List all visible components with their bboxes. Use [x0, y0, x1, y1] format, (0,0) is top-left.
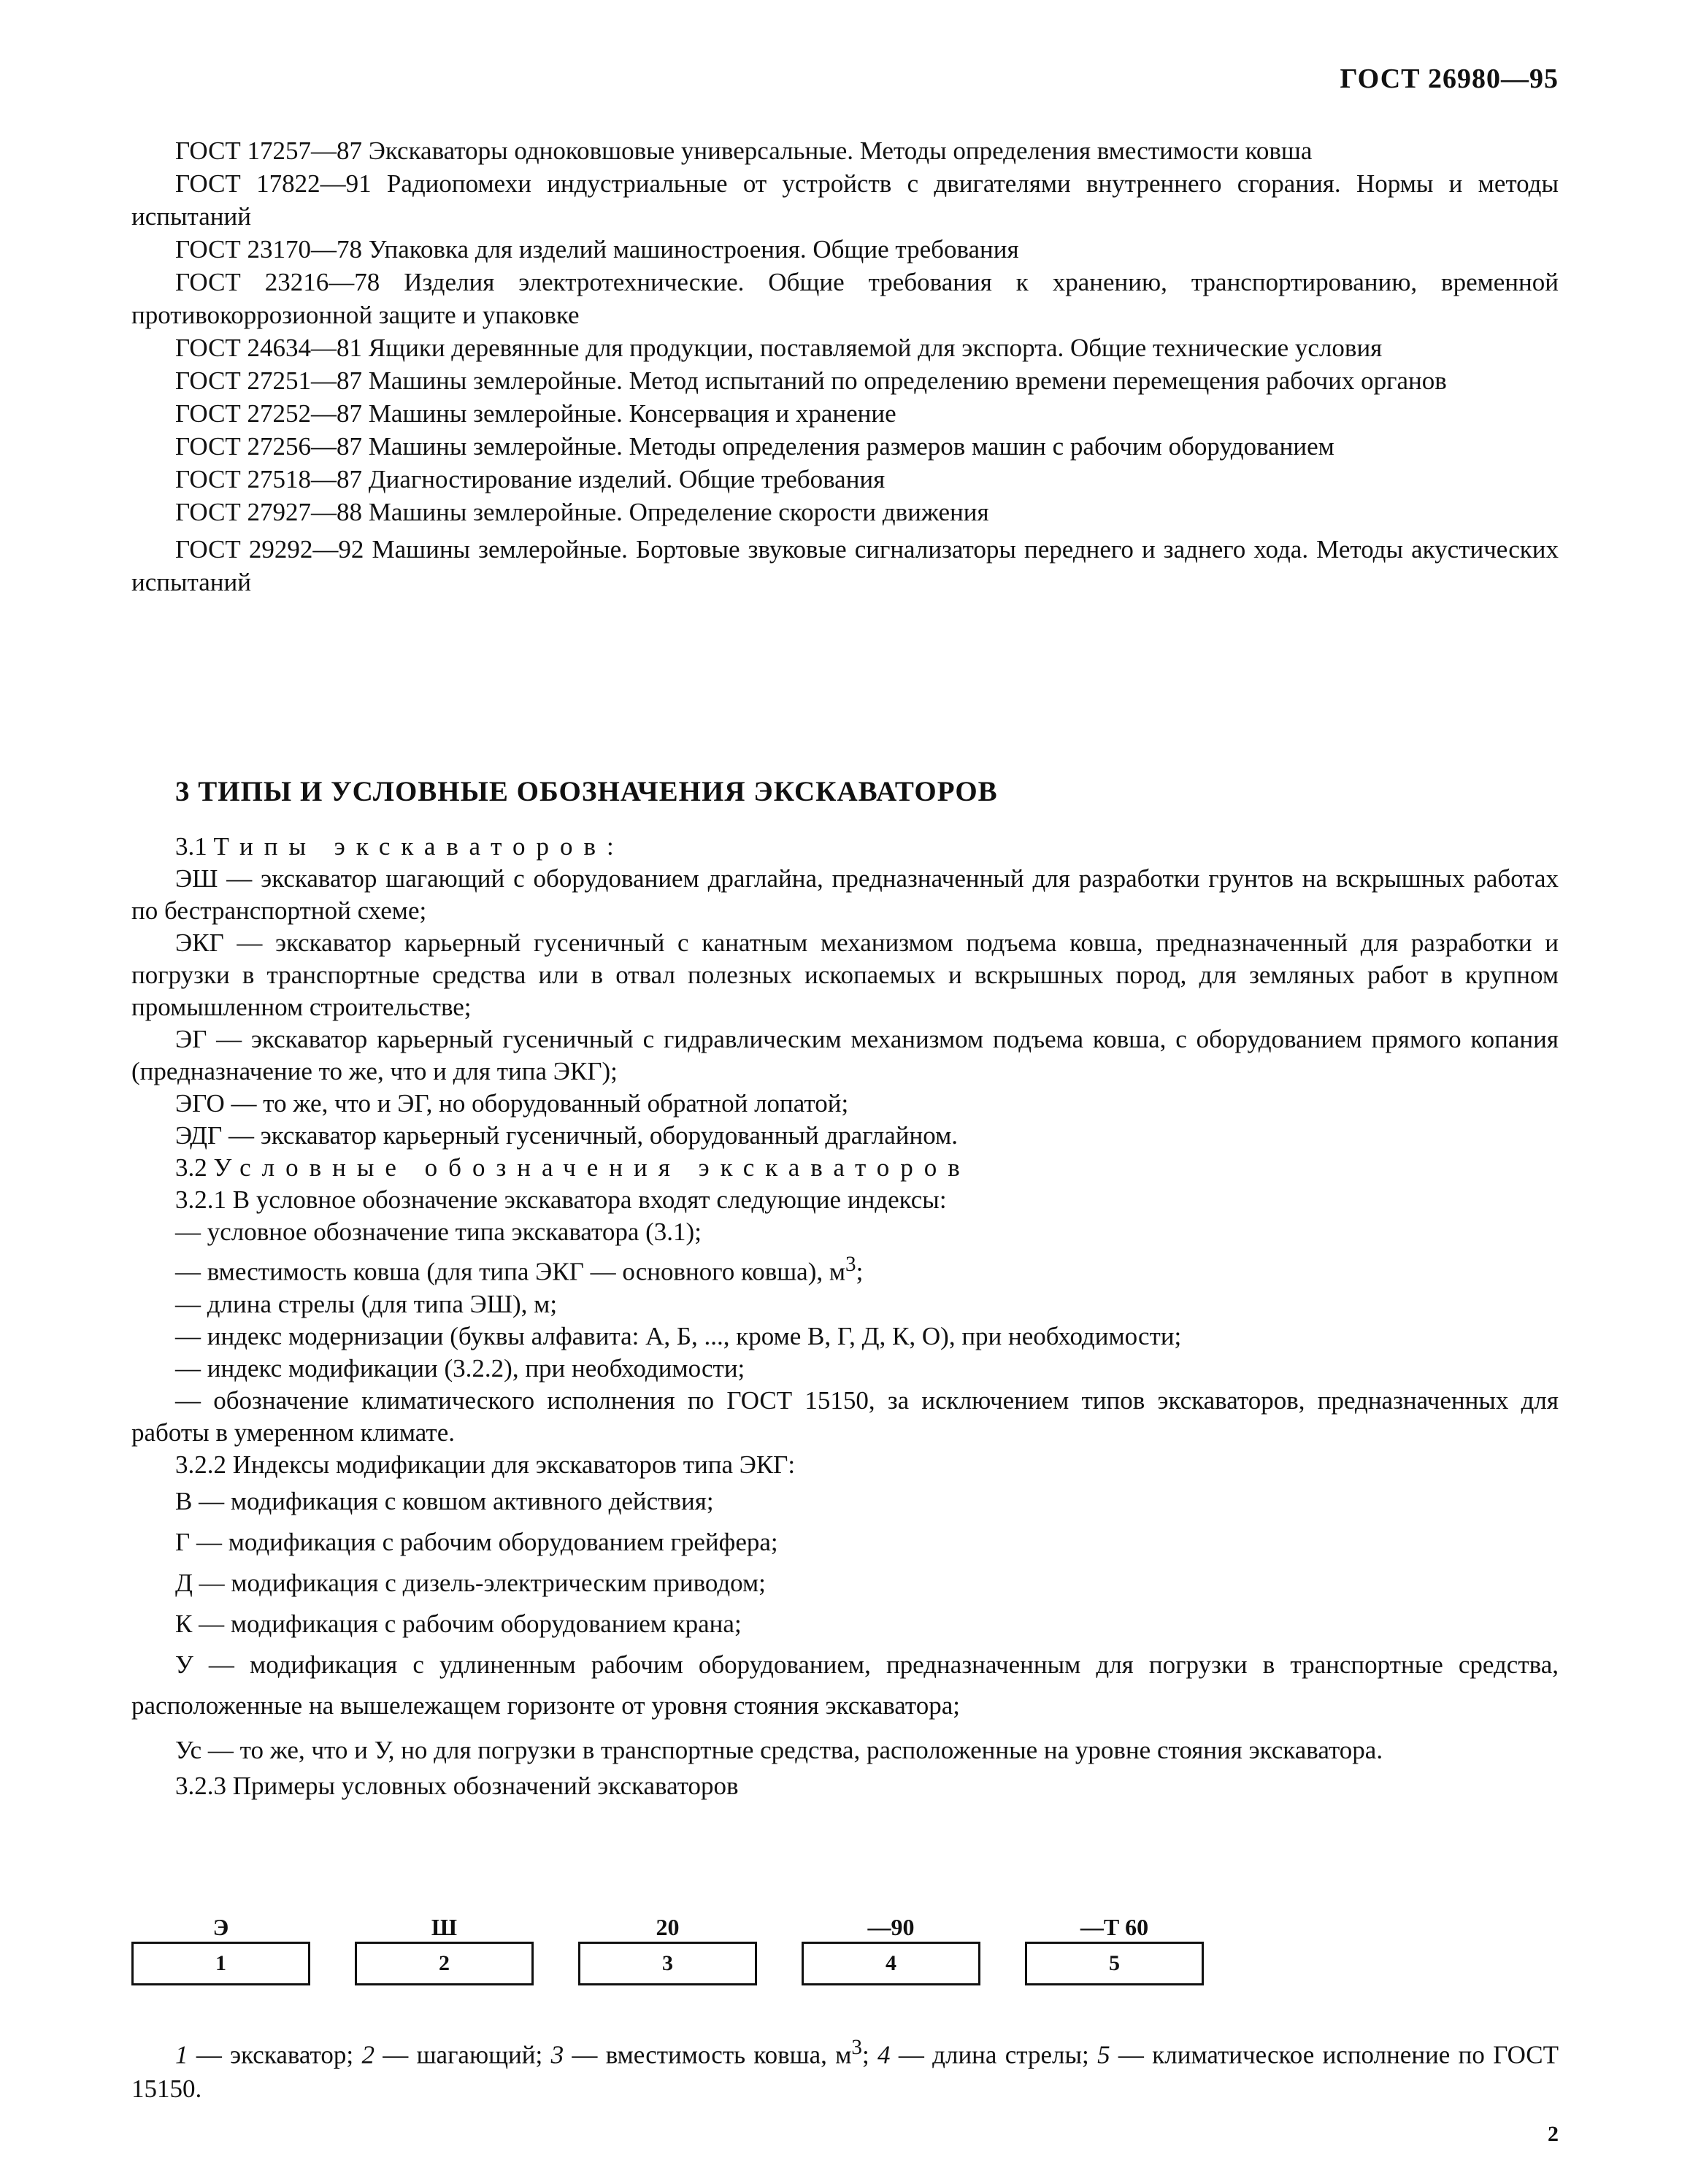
diagram-cell — [355, 1914, 534, 1985]
reference-item: ГОСТ 27251—87 Машины землеройные. Метод испытаний по определению времени перемещения рабочих органов — [175, 366, 1447, 395]
index-item: — индекс модернизации (буквы алфавита: А, Б, ..., кроме В, Г, Д, К, О), при необходимости; — [175, 1321, 1182, 1350]
diagram-box: 5 — [1025, 1942, 1204, 1985]
subsection-heading-types: 3.1 Типы экскаваторов: — [175, 832, 625, 861]
document-code: ГОСТ 26980—95 — [1340, 64, 1559, 94]
diagram-legend — [131, 2031, 1559, 2106]
reference-item: ГОСТ 27927—88 Машины землеройные. Определение скорости движения — [175, 498, 989, 526]
index-item: — условное обозначение типа экскаватора (3.1); — [175, 1218, 702, 1246]
reference-item: ГОСТ 27256—87 Машины землеройные. Методы определения размеров машин с рабочим оборудованием — [175, 432, 1334, 461]
diagram-cell — [131, 1914, 310, 1985]
type-item: ЭДГ — экскаватор карьерный гусеничный, оборудованный драглайном. — [175, 1121, 958, 1150]
diagram-box: 4 — [802, 1942, 980, 1985]
designation-example-diagram — [131, 1914, 1226, 1987]
type-item: ЭГО — то же, что и ЭГ, но оборудованный обратной лопатой; — [175, 1089, 849, 1118]
diagram-symbol: Э — [212, 1914, 229, 1940]
reference-item: ГОСТ 27252—87 Машины землеройные. Консервация и хранение — [175, 399, 896, 428]
modification-item: В — модификация с ковшом активного действия; — [175, 1486, 714, 1515]
reference-item: ГОСТ 23216—78 Изделия электротехнические. Общие требования к хранению, транспортированию, временной противокоррозионной защите и упаковке — [131, 268, 1559, 329]
index-item: — обозначение климатического исполнения по ГОСТ 15150, за исключением типов экскаваторов, предназначенных для работы в умеренном климате. — [131, 1385, 1559, 1447]
type-item: ЭКГ — экскаватор карьерный гусеничный с канатным механизмом подъема ковша, предназначенный для разработки и погрузки в транспортные средства или в отвал полезных ископаемых и вскрышных пород, для земляных работ в крупном промышленном строительстве; — [131, 928, 1559, 1021]
paragraph-322: 3.2.2 Индексы модификации для экскаваторов типа ЭКГ: — [175, 1450, 796, 1479]
reference-item: ГОСТ 24634—81 Ящики деревянные для продукции, поставляемой для экспорта. Общие технические условия — [175, 334, 1383, 362]
modification-item: К — модификация с рабочим оборудованием крана; — [175, 1609, 742, 1638]
modification-item: Ус — то же, что и У, но для погрузки в транспортные средства, расположенные на уровне стояния экскаватора. — [175, 1735, 1383, 1764]
diagram-symbol: —Т 60 — [1080, 1914, 1149, 1940]
diagram-box: 2 — [355, 1942, 534, 1985]
index-item: — длина стрелы (для типа ЭШ), м; — [175, 1289, 558, 1318]
paragraph-321: 3.2.1 В условное обозначение экскаватора входят следующие индексы: — [175, 1185, 947, 1214]
type-item: ЭШ — экскаватор шагающий с оборудованием драглайна, предназначенный для разработки грунтов на вскрышных работах по бестранспортной схеме; — [131, 864, 1559, 925]
paragraph-323: 3.2.3 Примеры условных обозначений экскаваторов — [175, 1771, 739, 1800]
type-item: ЭГ — экскаватор карьерный гусеничный с гидравлическим механизмом подъема ковша, с оборудованием прямого копания (предназначение то же, что и для типа ЭКГ); — [131, 1025, 1559, 1085]
section-body — [131, 831, 1559, 1802]
index-item: — индекс модификации (3.2.2), при необходимости; — [175, 1353, 745, 1383]
subsection-heading-designations: 3.2 Условные обозначения экскаваторов — [175, 1153, 971, 1182]
diagram-cell — [1025, 1914, 1204, 1985]
reference-item: ГОСТ 23170—78 Упаковка для изделий машиностроения. Общие требования — [175, 235, 1019, 264]
modification-item: Д — модификация с дизель-электрическим приводом; — [175, 1568, 766, 1597]
diagram-symbol: 20 — [656, 1914, 680, 1940]
normative-references-list — [131, 134, 1559, 599]
reference-item: ГОСТ 17822—91 Радиопомехи индустриальные от устройств с двигателями внутреннего сгорания. Нормы и методы испытаний — [131, 169, 1559, 231]
page-number: 2 — [1548, 2122, 1559, 2146]
index-item: — вместимость ковша (для типа ЭКГ — основного ковша), $м^3$; — [175, 1253, 864, 1286]
diagram-cell — [802, 1914, 980, 1985]
section-title: 3 ТИПЫ И УСЛОВНЫЕ ОБОЗНАЧЕНИЯ ЭКСКАВАТОРОВ — [175, 776, 998, 807]
diagram-box: 3 — [578, 1942, 757, 1985]
legend-text: 1 — экскаватор; 2 — шагающий; 3 — вместимость ковша, $м^3$; 4 — длина стрелы; 5 — климатическое исполнение по ГОСТ 15150. — [131, 2036, 1559, 2103]
diagram-symbol: Ш — [431, 1914, 458, 1940]
diagram-box: 1 — [131, 1942, 310, 1985]
diagram-cell — [578, 1914, 757, 1985]
reference-item: ГОСТ 17257—87 Экскаваторы одноковшовые универсальные. Методы определения вместимости ковша — [175, 136, 1313, 165]
diagram-symbol: —90 — [867, 1914, 915, 1940]
reference-item: ГОСТ 29292—92 Машины землеройные. Бортовые звуковые сигнализаторы переднего и заднего хода. Методы акустических испытаний — [131, 535, 1559, 596]
modification-item: Г — модификация с рабочим оборудованием грейфера; — [175, 1527, 778, 1556]
modification-item: У — модификация с удлиненным рабочим оборудованием, предназначенным для погрузки в транспортные средства, расположенные на вышележащем горизонте от уровня стояния экскаватора; — [131, 1650, 1559, 1720]
reference-item: ГОСТ 27518—87 Диагностирование изделий. Общие требования — [175, 465, 886, 493]
